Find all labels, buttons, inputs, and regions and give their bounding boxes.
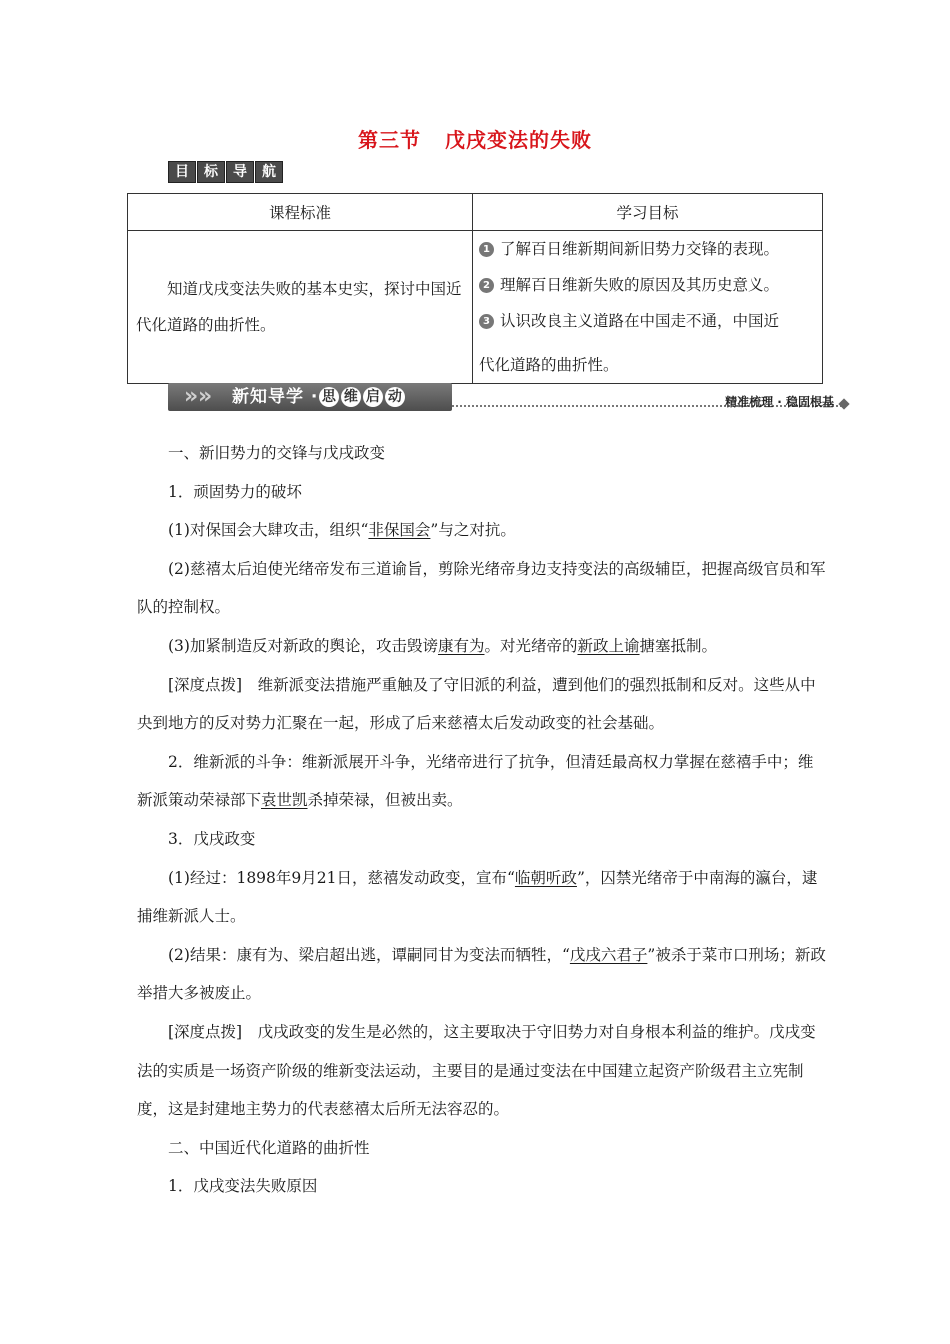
header-learning-goals: 学习目标 (473, 194, 823, 231)
paragraph (137, 936, 827, 1013)
number-3-icon: 3 (479, 314, 494, 329)
main-content (137, 434, 827, 1206)
section-name: 戊戌变法的失败 (445, 128, 592, 152)
badge-char: 航 (255, 161, 283, 183)
deep-tip: [深度点拨] 维新派变法措施严重触及了守旧派的利益，遭到他们的强烈抵制和反对。这些从中央到地方的反对势力汇聚在一起，形成了后来慈禧太后发动政变的社会基础。 (137, 675, 816, 733)
subheading: 1．戊戌变法失败原因 (168, 1177, 318, 1196)
goal-item (479, 267, 816, 303)
number-1-icon: 1 (479, 242, 494, 257)
goal-item (479, 231, 816, 267)
text: 杀掉荣禄，但被出卖。 (307, 791, 463, 810)
underlined-term: 袁世凯 (261, 791, 308, 810)
heading-1: 一、新旧势力的交锋与戊戌政变 (168, 444, 386, 462)
goal-navigation-badge (168, 161, 283, 183)
section-number: 第三节 (358, 128, 421, 152)
banner-circle-char: 维 (341, 387, 361, 407)
banner-title (232, 383, 406, 411)
underlined-term: 非保国会 (368, 521, 431, 540)
standards-table (127, 193, 823, 384)
goal-text: 理解百日维新失败的原因及其历史意义。 (500, 276, 780, 294)
course-standard-text: 知道戊戌变法失败的基本史实，探讨中国近代化道路的曲折性。 (136, 280, 462, 334)
heading-2: 二、中国近代化道路的曲折性 (168, 1138, 370, 1157)
course-standard-cell (128, 231, 473, 384)
underlined-term: 康有为 (437, 636, 485, 655)
text: 2．维新派的斗争：维新派展开斗争，光绪帝进行了抗争，但清廷最高权力掌握在慈禧手中；维新派策动荣禄部下 (137, 752, 814, 810)
banner-bar (168, 383, 452, 411)
paragraph: (2)慈禧太后迫使光绪帝发布三道谕旨，剪除光绪帝身边支持变法的高级辅臣，把握高级官员和军队的控制权。 (137, 559, 826, 617)
banner-circle-char: 思 (319, 387, 339, 407)
text: (2)结果：康有为、梁启超出逃，谭嗣同甘为变法而牺牲，“ (168, 945, 570, 964)
banner-circle-char: 启 (363, 387, 383, 407)
diamond-icon (838, 398, 849, 409)
number-2-icon: 2 (479, 278, 494, 293)
underlined-term: 临朝听政 (514, 868, 577, 887)
text: ”与之对抗。 (430, 521, 516, 540)
goal-text-continued: 代化道路的曲折性。 (479, 356, 619, 374)
double-chevron-icon: » (184, 384, 199, 409)
underlined-term: 新政上谕 (577, 636, 640, 655)
text: 搪塞抵制。 (639, 636, 718, 655)
subheading: 3．戊戌政变 (168, 829, 256, 848)
paragraph (137, 627, 827, 666)
text: ”被杀于菜市口刑场；新政举措大多被废止。 (137, 945, 826, 1003)
goal-item (479, 303, 816, 339)
banner-left-text: 新知导学 · (232, 387, 319, 407)
badge-char: 目 (168, 161, 196, 183)
text: (3)加紧制造反对新政的舆论，攻击毁谤 (168, 636, 438, 655)
text: (1)经过：1898年9月21日，慈禧发动政变，宣布“ (168, 868, 515, 887)
text: ”，囚禁光绪帝于中南海的瀛台，逮捕维新派人士。 (137, 868, 818, 926)
subheading: 1．顽固势力的破坏 (168, 482, 302, 501)
goal-text: 认识改良主义道路在中国走不通，中国近 (500, 312, 780, 330)
header-course-standard: 课程标准 (128, 194, 473, 231)
goal-text: 了解百日维新期间新旧势力交锋的表现。 (500, 240, 780, 258)
underlined-term: 戊戌六君子 (569, 945, 648, 964)
double-chevron-icon: » (198, 384, 213, 409)
text: 。对光绪帝的 (484, 636, 578, 655)
page-title (0, 124, 950, 153)
badge-char: 标 (197, 161, 225, 183)
paragraph (137, 859, 827, 936)
banner-subtitle: 精准梳理 · 稳固根基 (725, 395, 834, 409)
paragraph (137, 511, 827, 550)
learning-goals-cell (473, 231, 823, 384)
banner-circle-char: 动 (385, 387, 405, 407)
paragraph (137, 743, 827, 820)
section-banner (168, 383, 850, 413)
badge-char: 导 (226, 161, 254, 183)
deep-tip: [深度点拨] 戊戌政变的发生是必然的，这主要取决于守旧势力对自身根本利益的维护。戊戌变法的实质是一场资产阶级的维新变法运动，主要目的是通过变法在中国建立起资产阶级君主立宪制度，这是封建地主势力的代表慈禧太后所无法容忍的。 (137, 1022, 816, 1119)
text: (1)对保国会大肆攻击，组织“ (168, 521, 369, 540)
